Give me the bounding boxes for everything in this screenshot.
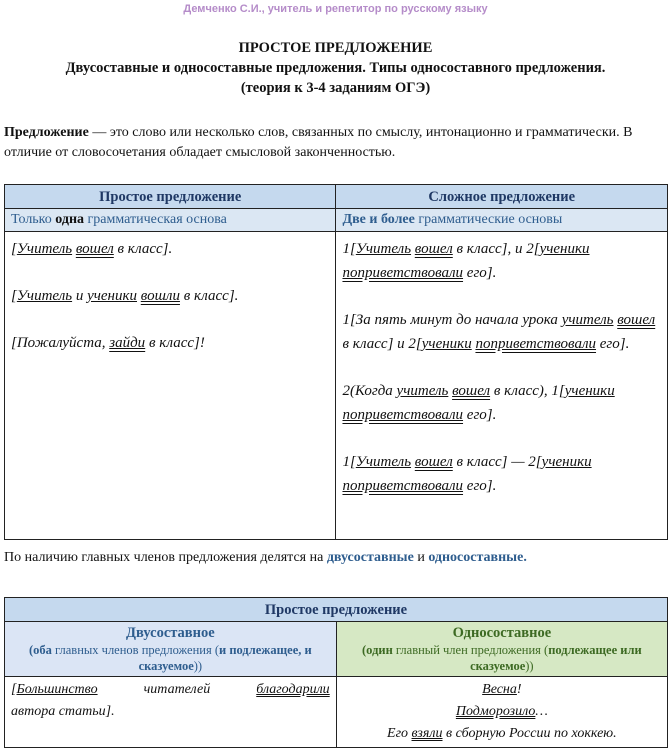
predicate: вошел: [75, 241, 114, 257]
term-odnosostavnye: односоставные: [428, 550, 524, 565]
two-part-title: Двусоставное: [126, 625, 215, 641]
subject: ученики: [87, 288, 138, 304]
two-part-example-line2: автора статьи].: [11, 704, 115, 719]
title-line-2: Двусоставные и односоставные предложения. Типы односоставного предложения.: [65, 60, 606, 76]
complex-example-1: 1[Учитель вошел в класс], и 2[ученики поприветствовали его].: [342, 241, 590, 281]
two-part-vs-one-part-table: [4, 597, 668, 748]
simple-example-2: [Учитель и ученики вошли в класс].: [11, 288, 239, 304]
subject: Учитель: [16, 241, 73, 257]
two-part-note: (оба главных членов предложения (и подлежащее, и сказуемое)): [28, 643, 312, 673]
sub-bold: одна: [55, 212, 85, 227]
sub-bold: Две и более: [342, 212, 415, 227]
table2-header: Простое предложение: [5, 598, 668, 622]
sub-text: Только: [11, 212, 56, 227]
simple-example-3: [Пожалуйста, зайди в класс]!: [11, 335, 205, 351]
predicate: зайди: [109, 335, 146, 351]
two-part-example-cell: [5, 677, 337, 748]
complex-example-4: 1[Учитель вошел в класс] — 2[ученики поприветствовали его].: [342, 454, 592, 494]
complex-examples-cell: [336, 232, 668, 540]
table1-col2-subheader: [336, 209, 668, 232]
simple-example-1: [Учитель вошел в класс].: [11, 241, 173, 257]
sub-text: грамматическая основа: [84, 212, 227, 227]
page-title: [0, 38, 671, 98]
simple-vs-complex-table: [4, 184, 668, 540]
complex-example-3: 2(Когда учитель вошел в класс), 1[ученики поприветствовали его].: [342, 383, 615, 423]
intro-paragraph: [4, 123, 664, 163]
subject: Учитель: [16, 288, 73, 304]
predicate: вошли: [140, 288, 180, 304]
one-part-example-1: Весна!: [482, 682, 522, 697]
intro-term: Предложение: [4, 125, 89, 140]
one-part-title: Односоставное: [452, 625, 552, 641]
simple-examples-cell: [5, 232, 336, 540]
author-credit: Демченко С.И., учитель и репетитор по русскому языку: [183, 3, 488, 15]
classification-sentence: По наличию главных членов предложения делятся на двусоставные и односоставные.: [4, 550, 527, 565]
one-part-example-cell: [336, 677, 667, 748]
one-part-note: (один главный член предложения (подлежащее или сказуемое)): [362, 643, 642, 673]
table1-col2-header: Сложное предложение: [336, 185, 668, 209]
table1-col1-subheader: [5, 209, 336, 232]
intro-text: — это слово или несколько слов, связанных по смыслу, интонационно и грамматически. В отличие от словосочетания обладает смысловой законченностью.: [4, 125, 633, 160]
sub-text: грамматические основы: [414, 212, 563, 227]
title-line-3: (теория к 3-4 заданиям ОГЭ): [240, 80, 431, 96]
table1-col1-header: Простое предложение: [5, 185, 336, 209]
one-part-example-2: Подморозило…: [455, 704, 548, 719]
term-dvusostavnye: двусоставные: [326, 550, 414, 565]
two-part-header-cell: [5, 622, 337, 677]
complex-example-2: 1[За пять минут до начала урока учитель вошел в класс] и 2[ученики поприветствовали его].: [342, 312, 656, 352]
one-part-example-3: Его взяли в сборную России по хоккею.: [387, 726, 617, 741]
title-line-1: ПРОСТОЕ ПРЕДЛОЖЕНИЕ: [238, 40, 433, 56]
two-part-example-line1: [Большинство читателей благодарили: [11, 682, 330, 697]
one-part-header-cell: [336, 622, 667, 677]
